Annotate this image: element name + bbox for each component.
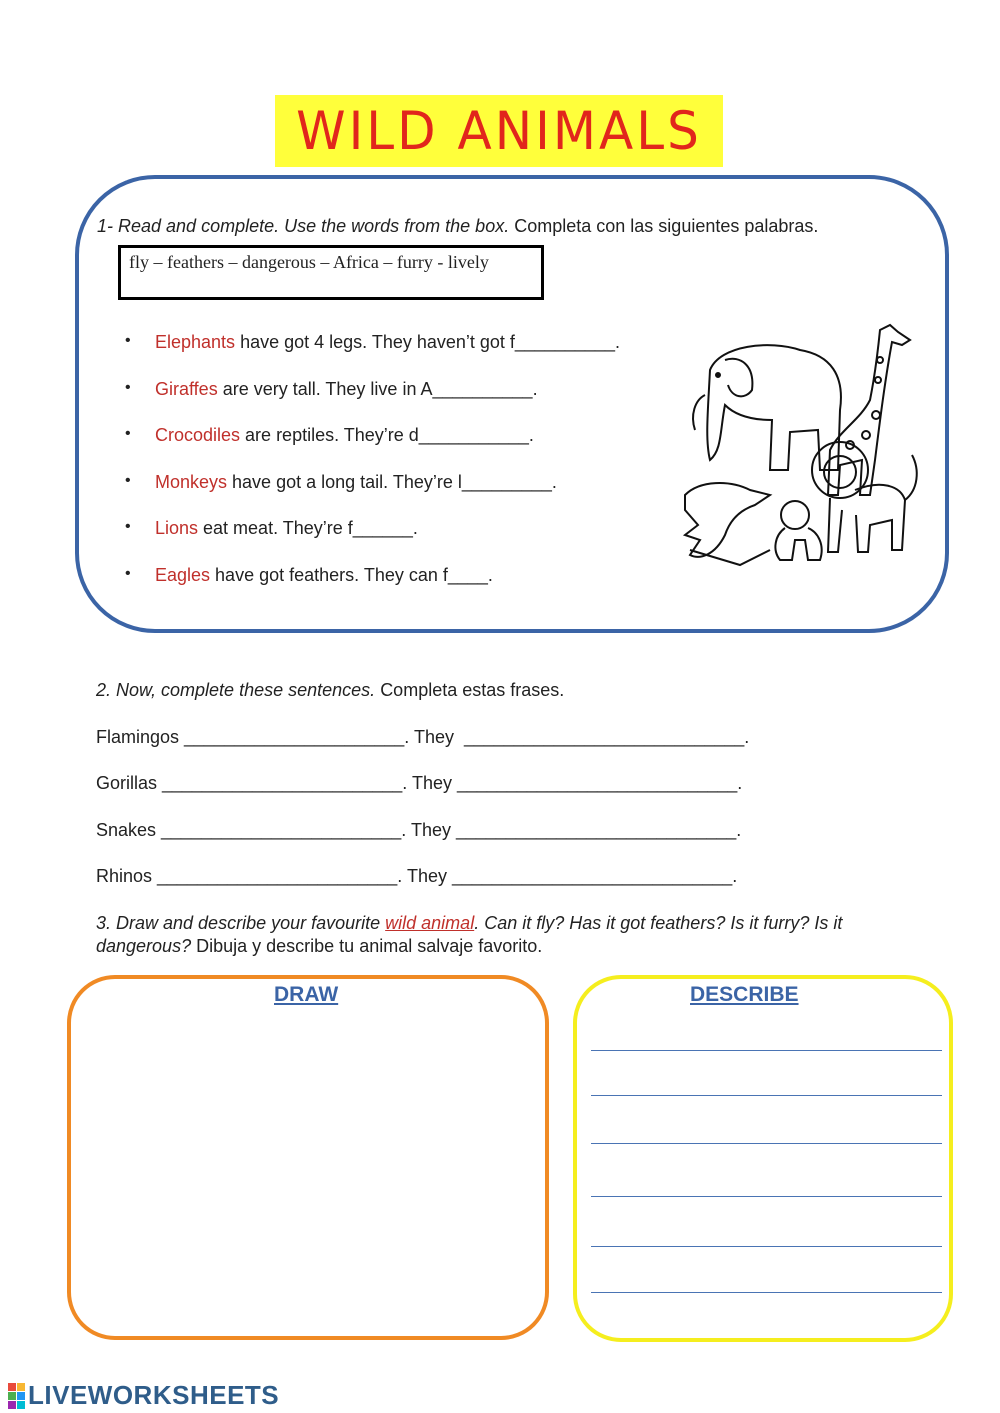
list-item [125, 472, 620, 519]
describe-area [573, 975, 953, 1342]
crocodile-drawing [685, 483, 770, 565]
bullet: • [125, 471, 131, 489]
footer-brand: LIVEWORKSHEETS [28, 1380, 280, 1410]
instruction-spanish: Completa con las siguientes palabras. [514, 216, 819, 236]
list-item [125, 518, 620, 565]
bullet: • [125, 564, 131, 582]
page-title: WILD ANIMALS [296, 100, 702, 162]
instruction-spanish: Dibuja y describe tu animal salvaje favorito. [196, 936, 543, 956]
word-box [118, 245, 544, 300]
wild-animals-illustration [680, 320, 925, 570]
sentence-text[interactable]: are reptiles. They’re d___________. [240, 425, 534, 446]
sentence-text[interactable]: have got 4 legs. They haven’t got f__________. [235, 332, 621, 352]
bullet: • [125, 518, 131, 536]
word-box-text: fly – feathers – dangerous – Africa – furry - lively [129, 252, 489, 272]
describe-heading: DESCRIBE [690, 983, 799, 1006]
sentence-line[interactable]: Flamingos ______________________. They ____________________________. [96, 727, 750, 747]
lion-drawing [812, 442, 917, 552]
draw-area[interactable] [67, 975, 549, 1340]
bullet: • [125, 425, 131, 443]
list-item [125, 379, 620, 426]
sentence-line[interactable]: Rhinos ________________________. They ____________________________. [96, 866, 738, 886]
title-banner [275, 95, 723, 167]
list-item [125, 565, 620, 612]
writing-line[interactable] [591, 1050, 942, 1051]
sentence-line[interactable]: Gorillas ________________________. They ____________________________. [96, 773, 743, 793]
sentence-text[interactable]: eat meat. They’re f______. [198, 518, 418, 539]
instruction-spanish: Completa estas frases. [380, 680, 565, 700]
animal-name: Crocodiles [155, 425, 241, 446]
list-item [125, 332, 620, 379]
animal-name: Lions [155, 518, 199, 539]
exercise-3-instruction [96, 912, 926, 958]
bullet: • [125, 378, 131, 396]
writing-line[interactable] [591, 1246, 942, 1247]
footer-logo [8, 1380, 279, 1411]
writing-line[interactable] [591, 1292, 942, 1293]
instruction-english: 1- Read and complete. Use the words from the box. [97, 216, 510, 236]
draw-heading: DRAW [274, 983, 339, 1006]
sentence-text[interactable]: are very tall. They live in A__________. [217, 378, 538, 399]
animal-name: Monkeys [155, 471, 228, 492]
animal-name: Eagles [155, 564, 211, 585]
logo-icon [8, 1383, 25, 1409]
writing-line[interactable] [591, 1196, 942, 1197]
writing-line[interactable] [591, 1143, 942, 1144]
wild-animal-highlight: wild animal [385, 913, 475, 933]
exercise-1-list [125, 332, 620, 612]
list-item [125, 425, 620, 472]
instruction-part-2: . Can it fly? Has it got feathers? Is it furry? Is it dangerous? [96, 913, 843, 956]
exercise-1-instruction [97, 216, 818, 237]
instruction-english: 2. Now, complete these sentences. [96, 680, 376, 700]
bullet: • [125, 332, 131, 349]
animal-name: Elephants [155, 332, 236, 352]
writing-line[interactable] [591, 1095, 942, 1096]
exercise-2-instruction [96, 680, 564, 701]
sentence-line[interactable]: Snakes ________________________. They ____________________________. [96, 820, 742, 840]
instruction-part-1: 3. Draw and describe your favourite [96, 913, 386, 933]
monkey-drawing [775, 501, 821, 560]
sentence-text[interactable]: have got feathers. They can f____. [210, 564, 493, 585]
animal-name: Giraffes [155, 378, 218, 399]
sentence-text[interactable]: have got a long tail. They’re l_________. [227, 471, 557, 492]
